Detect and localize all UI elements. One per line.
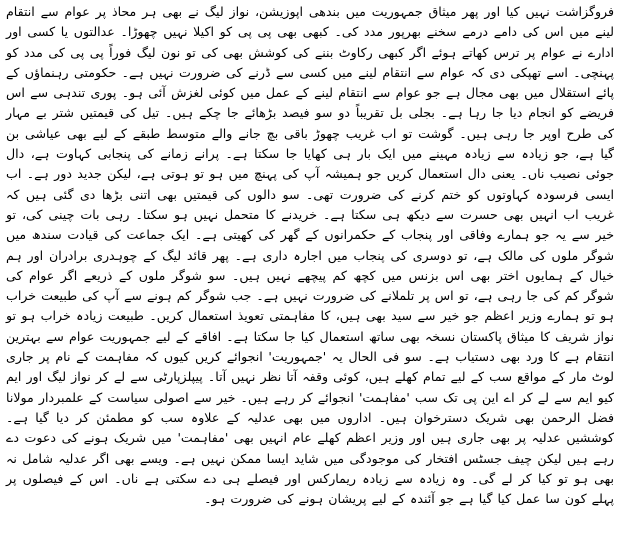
article-paragraph: فروگزاشت نہیں کیا اور پھر میثاق جمہوریت میں بندھی اپوزیشن، نواز لیگ نے بھی ہر محاذ پر عوام سے انتقام لینے میں اس کی دامے درمے سخنے بھرپور مدد کی۔ کبھی بھی پی پی کو اکیلا نہیں چھوڑا۔ عدالتوں یا کسی اور ادارے نے عوام پر ترس کھاتے ہوئے اگر کبھی رکاوٹ بننے کی کوشش بھی کی تو نون لیگ فوراً پی پی کی مدد کو پہنچی۔ اسے تھپکی دی کہ عوام سے انتقام لینے میں کسی سے ڈرنے کی ضرورت نہیں ہے۔ حکومتی رہنماؤں کے پائے استقلال میں بھی مجال ہے جو عوام سے انتقام لینے کے عمل میں کوئی لغزش آئی ہو۔ پوری تندہی سے اس فریضے کو انجام دیا جا رہا ہے۔ بجلی بل تقریباً دو سو فیصد بڑھائے جا چکے ہیں۔ تیل کی قیمتیں شتر بے مہار کی طرح اوپر جا رہی ہیں۔ گوشت تو اب غریب چھوڑ باقی بچ جانے والے متوسط طبقے کے لیے بھی عیاشی بن گیا ہے، جو زیادہ سے زیادہ مہینے میں ایک بار ہی کھایا جا سکتا ہے۔ پرانے زمانے کی پنجابی کہاوت ہے، دال جوئی نصیب ناں۔ یعنی دال استعمال کریں جو ہمیشہ آپ کی پہنچ میں ہو تو ہوتی ہے، لیکن جدید دور ہے۔ اب ایسی فرسودہ کہاوتوں کو ختم کرنے کی ضرورت تھی۔ سو دالوں کی قیمتیں بھی اتنی بڑھا دی گئی ہیں کہ غریب اب انہیں بھی حسرت سے دیکھ ہی سکتا ہے۔ خریدنے کا متحمل نہیں ہو سکتا۔ رہی بات چینی کی، تو خیر سے یہ جو ہمارے وفاقی اور پنجاب کے حکمرانوں کے گھر کی کھیتی ہے۔ ایک جماعت کی قیادت سندھ میں شوگر ملوں کی مالک ہے، تو دوسری کی پنجاب میں اجارہ داری ہے۔ پھر قائد لیگ کے چوہدری برادران اور ہم خیال کے ہمایوں اختر بھی اس بزنس میں کچھ کم پیچھے نہیں ہیں۔ سو شوگر ملوں کے ذریعے اگر عوام کی شوگر کم کی جا رہی ہے، تو اس پر تلملانے کی ضرورت نہیں ہے۔ جب شوگر کم ہونے سے آپ کی طبیعت خراب ہو تو ہمارے وزیر اعظم جو خیر سے سید بھی ہیں، کا مفاہمتی تعویذ استعمال کریں۔ طبیعت زیادہ خراب ہو تو نواز شریف کا میثاق پاکستان نسخہ بھی ساتھ استعمال کیا جا سکتا ہے۔ افاقے کے لیے جمہوریت عوام سے بہترین انتقام ہے کا ورد بھی دستیاب ہے۔ سو فی الحال یہ 'جمہوریت' انجوائے کریں کیوں کہ مفاہمت کے نام پر جاری لوٹ مار کے مواقع سب کے لیے تمام کھلے ہیں، کوئی وقفہ آتا نظر نہیں آتا۔ پیپلزپارٹی سے لے کر نواز لیگ اور ایم کیو ایم سے لے کر اے این پی تک سب 'مفاہمت' انجوائے کر رہے ہیں۔ خیر سے اصولی سیاست کے علمبردار مولانا فضل الرحمن بھی شریک دسترخوان ہیں۔ اداروں میں بھی عدلیہ کے علاوہ سب کو مطمئن کر دیا گیا ہے۔ کوششیں عدلیہ پر بھی جاری ہیں اور وزیر اعظم کھلے عام انہیں بھی 'مفاہمت' میں شریک ہونے کی دعوت دے رہے ہیں لیکن چیف جسٹس افتخار کی موجودگی میں شاید ایسا ممکن نہیں ہے۔ ویسے بھی اگر عدلیہ شامل نہ بھی ہو تو کیا کر لے گی۔ وہ زیادہ سے زیادہ ریمارکس اور فیصلے ہی دے سکتی ہے ناں۔ اس کے فیصلوں پر پہلے کون سا عمل کیا گیا ہے جو آئندہ کے لیے پریشان ہونے کی ضرورت ہو۔: [6, 4, 614, 507]
article-body: [6, 0, 614, 509]
